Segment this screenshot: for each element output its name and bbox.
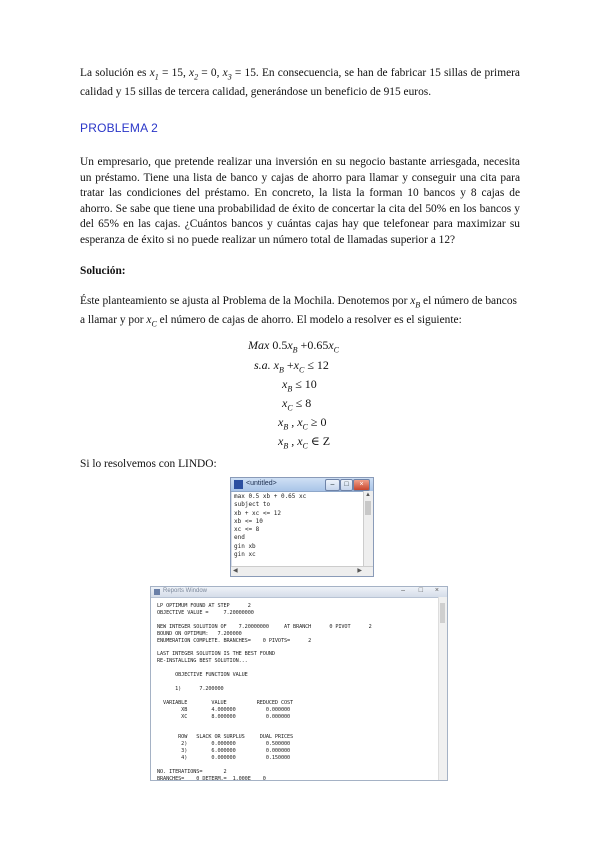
- c5-var-c: x: [297, 434, 303, 448]
- report-output: LP OPTIMUM FOUND AT STEP 2 OBJECTIVE VALUE = 7.20000000 NEW INTEGER SOLUTION OF 7.20000000 AT BRANCH 0 PIVOT 2 BOUND ON OPTIMUM: 7.200000 ENUMERATION COMPLETE. BRANCHES= 0 PIVOTS= 2 LAST INTEGER SOLUTION IS THE BEST FOUND RE-INSTALLING BEST SOLUTION... OBJECTIVE FUNCTION VALUE 1) 7.200000 VARIABLE VALUE REDUCED COST XB 4.000000 0.000000 XC 8.000000 0.000000 ROW SLACK OR SURPLUS DUAL PRICES 2) 0.000000 0.500000 3) 6.000000 0.000000 4) 0.000000 0.150000 NO. ITERATIONS= 2 BRANCHES= 0 DETERM.= 1.000E 0: [157, 603, 372, 782]
- model-intro-b: el número de bancos a llamar y por: [80, 295, 517, 326]
- x2-value: = 0,: [198, 67, 223, 79]
- problem-statement: Un empresario, que pretende realizar una inversión en su negocio bastante arriesgada, necesita un préstamo. Tiene una lista de banco y cajas de ahorro para llamar y conseguir una cita para tratar las condiciones del préstamo. En concreto, la lista la forman 10 bancos y 8 cajas de ahorro. Se sabe que tiene una probabilidad de éxito de concertar la cita del 50% en los bancos y del 65% en las cajas. ¿Cuántos bancos y cuántas cajas hay que telefonear para maximizar su esperanza de éxito si no puede realizar un número total de llamadas superior a 12?: [80, 156, 520, 246]
- model-intro: [80, 294, 520, 332]
- c3-rel: ≤ 8: [292, 396, 312, 410]
- c4-var-c: x: [297, 415, 303, 429]
- constraint-banks: [282, 377, 317, 393]
- obj-var-c: x: [328, 338, 334, 352]
- solution-title: Solución:: [80, 265, 126, 277]
- c4-sep: ,: [288, 415, 298, 429]
- max-label: Max: [248, 338, 270, 352]
- st-var-c: x: [293, 358, 299, 372]
- scroll-left-icon[interactable]: ◀: [233, 568, 238, 574]
- objective-line: [248, 338, 339, 354]
- var-x1: x: [149, 67, 155, 79]
- maximize-icon[interactable]: □: [340, 479, 353, 491]
- constraint-cajas: [282, 396, 311, 412]
- editor-horizontal-scrollbar[interactable]: [231, 566, 373, 576]
- st-sub-b: B: [279, 365, 284, 375]
- editor-vertical-scrollbar[interactable]: [363, 491, 373, 567]
- app-icon: [234, 480, 243, 489]
- c4-sub-b: B: [283, 422, 289, 432]
- x1-value: = 15,: [158, 67, 189, 79]
- intro-rest: En consecuencia, se han de fabricar 15 sillas de primera calidad y 15 sillas de tercera calidad, generándose un beneficio de 915 euros.: [80, 67, 520, 98]
- st-rel: ≤ 12: [304, 358, 329, 372]
- st-label: s.a.: [254, 358, 274, 372]
- var-xb: x: [410, 295, 416, 307]
- st-sub-c: C: [299, 365, 305, 375]
- c5-rel: ∈ Z: [307, 434, 331, 448]
- intro-prefix: La solución es: [80, 67, 150, 79]
- report-vertical-scrollbar[interactable]: [438, 597, 447, 780]
- obj-var-b: x: [287, 338, 293, 352]
- constraint-total: [254, 358, 329, 374]
- report-minimize-icon[interactable]: –: [401, 587, 405, 594]
- obj-sub-c: C: [333, 345, 339, 355]
- problem-heading: PROBLEMA 2: [80, 121, 159, 135]
- var-x2: x: [189, 67, 195, 79]
- report-app-icon: [154, 589, 160, 595]
- minimize-icon[interactable]: –: [325, 479, 340, 491]
- sub-2: 2: [194, 72, 199, 82]
- x3-value: = 15.: [231, 67, 262, 79]
- sub-1: 1: [154, 72, 159, 82]
- sub-3: 3: [227, 72, 232, 82]
- solution-paragraph: [80, 66, 520, 100]
- c2-sub: B: [287, 384, 293, 394]
- lindo-editor-window: [230, 477, 374, 577]
- coef-c: +0.65: [297, 338, 329, 352]
- sub-b: B: [415, 300, 421, 310]
- model-intro-c: el número de cajas de ahorro. El modelo a resolver es el siguiente:: [156, 313, 462, 326]
- c5-var-b: x: [278, 434, 284, 448]
- c5-sep: ,: [288, 434, 298, 448]
- report-close-icon[interactable]: ×: [434, 587, 439, 594]
- close-icon[interactable]: ×: [353, 479, 370, 491]
- c5-sub-c: C: [302, 441, 308, 451]
- c4-var-b: x: [278, 415, 284, 429]
- st-var-b: x: [273, 358, 279, 372]
- c4-sub-c: C: [302, 422, 308, 432]
- c4-rel: ≥ 0: [307, 415, 327, 429]
- var-x3: x: [222, 67, 228, 79]
- c5-sub-b: B: [283, 441, 289, 451]
- constraint-integer: [278, 434, 330, 450]
- report-maximize-icon[interactable]: □: [418, 587, 423, 594]
- editor-title: <untitled>: [246, 480, 277, 487]
- report-titlebar: [151, 587, 447, 598]
- lindo-intro: Si lo resolvemos con LINDO:: [80, 458, 217, 470]
- coef-b: 0.5: [269, 338, 288, 352]
- report-scroll-thumb[interactable]: [440, 603, 445, 623]
- var-xc: x: [146, 313, 152, 326]
- lindo-report-window: [150, 586, 448, 781]
- constraint-nonneg: [278, 415, 326, 431]
- scroll-thumb[interactable]: [365, 501, 371, 515]
- scroll-right-icon[interactable]: ▶: [357, 568, 362, 574]
- c3-sub: C: [287, 403, 293, 413]
- report-title: Reports Window: [163, 588, 208, 594]
- model-intro-a: Éste planteamiento se ajusta al Problema de la Mochila. Denotemos por: [80, 295, 411, 307]
- st-plus: +: [283, 358, 294, 372]
- c2-var: x: [282, 377, 288, 391]
- obj-sub-b: B: [292, 345, 298, 355]
- c2-rel: ≤ 10: [292, 377, 317, 391]
- editor-titlebar: [231, 478, 373, 492]
- c3-var: x: [282, 396, 288, 410]
- sub-c: C: [151, 319, 157, 329]
- editor-code[interactable]: max 0.5 xb + 0.65 xc subject to xb + xc <= 12 xb <= 10 xc <= 8 end gin xb gin xc: [234, 493, 307, 559]
- scroll-up-icon[interactable]: ▲: [365, 492, 371, 498]
